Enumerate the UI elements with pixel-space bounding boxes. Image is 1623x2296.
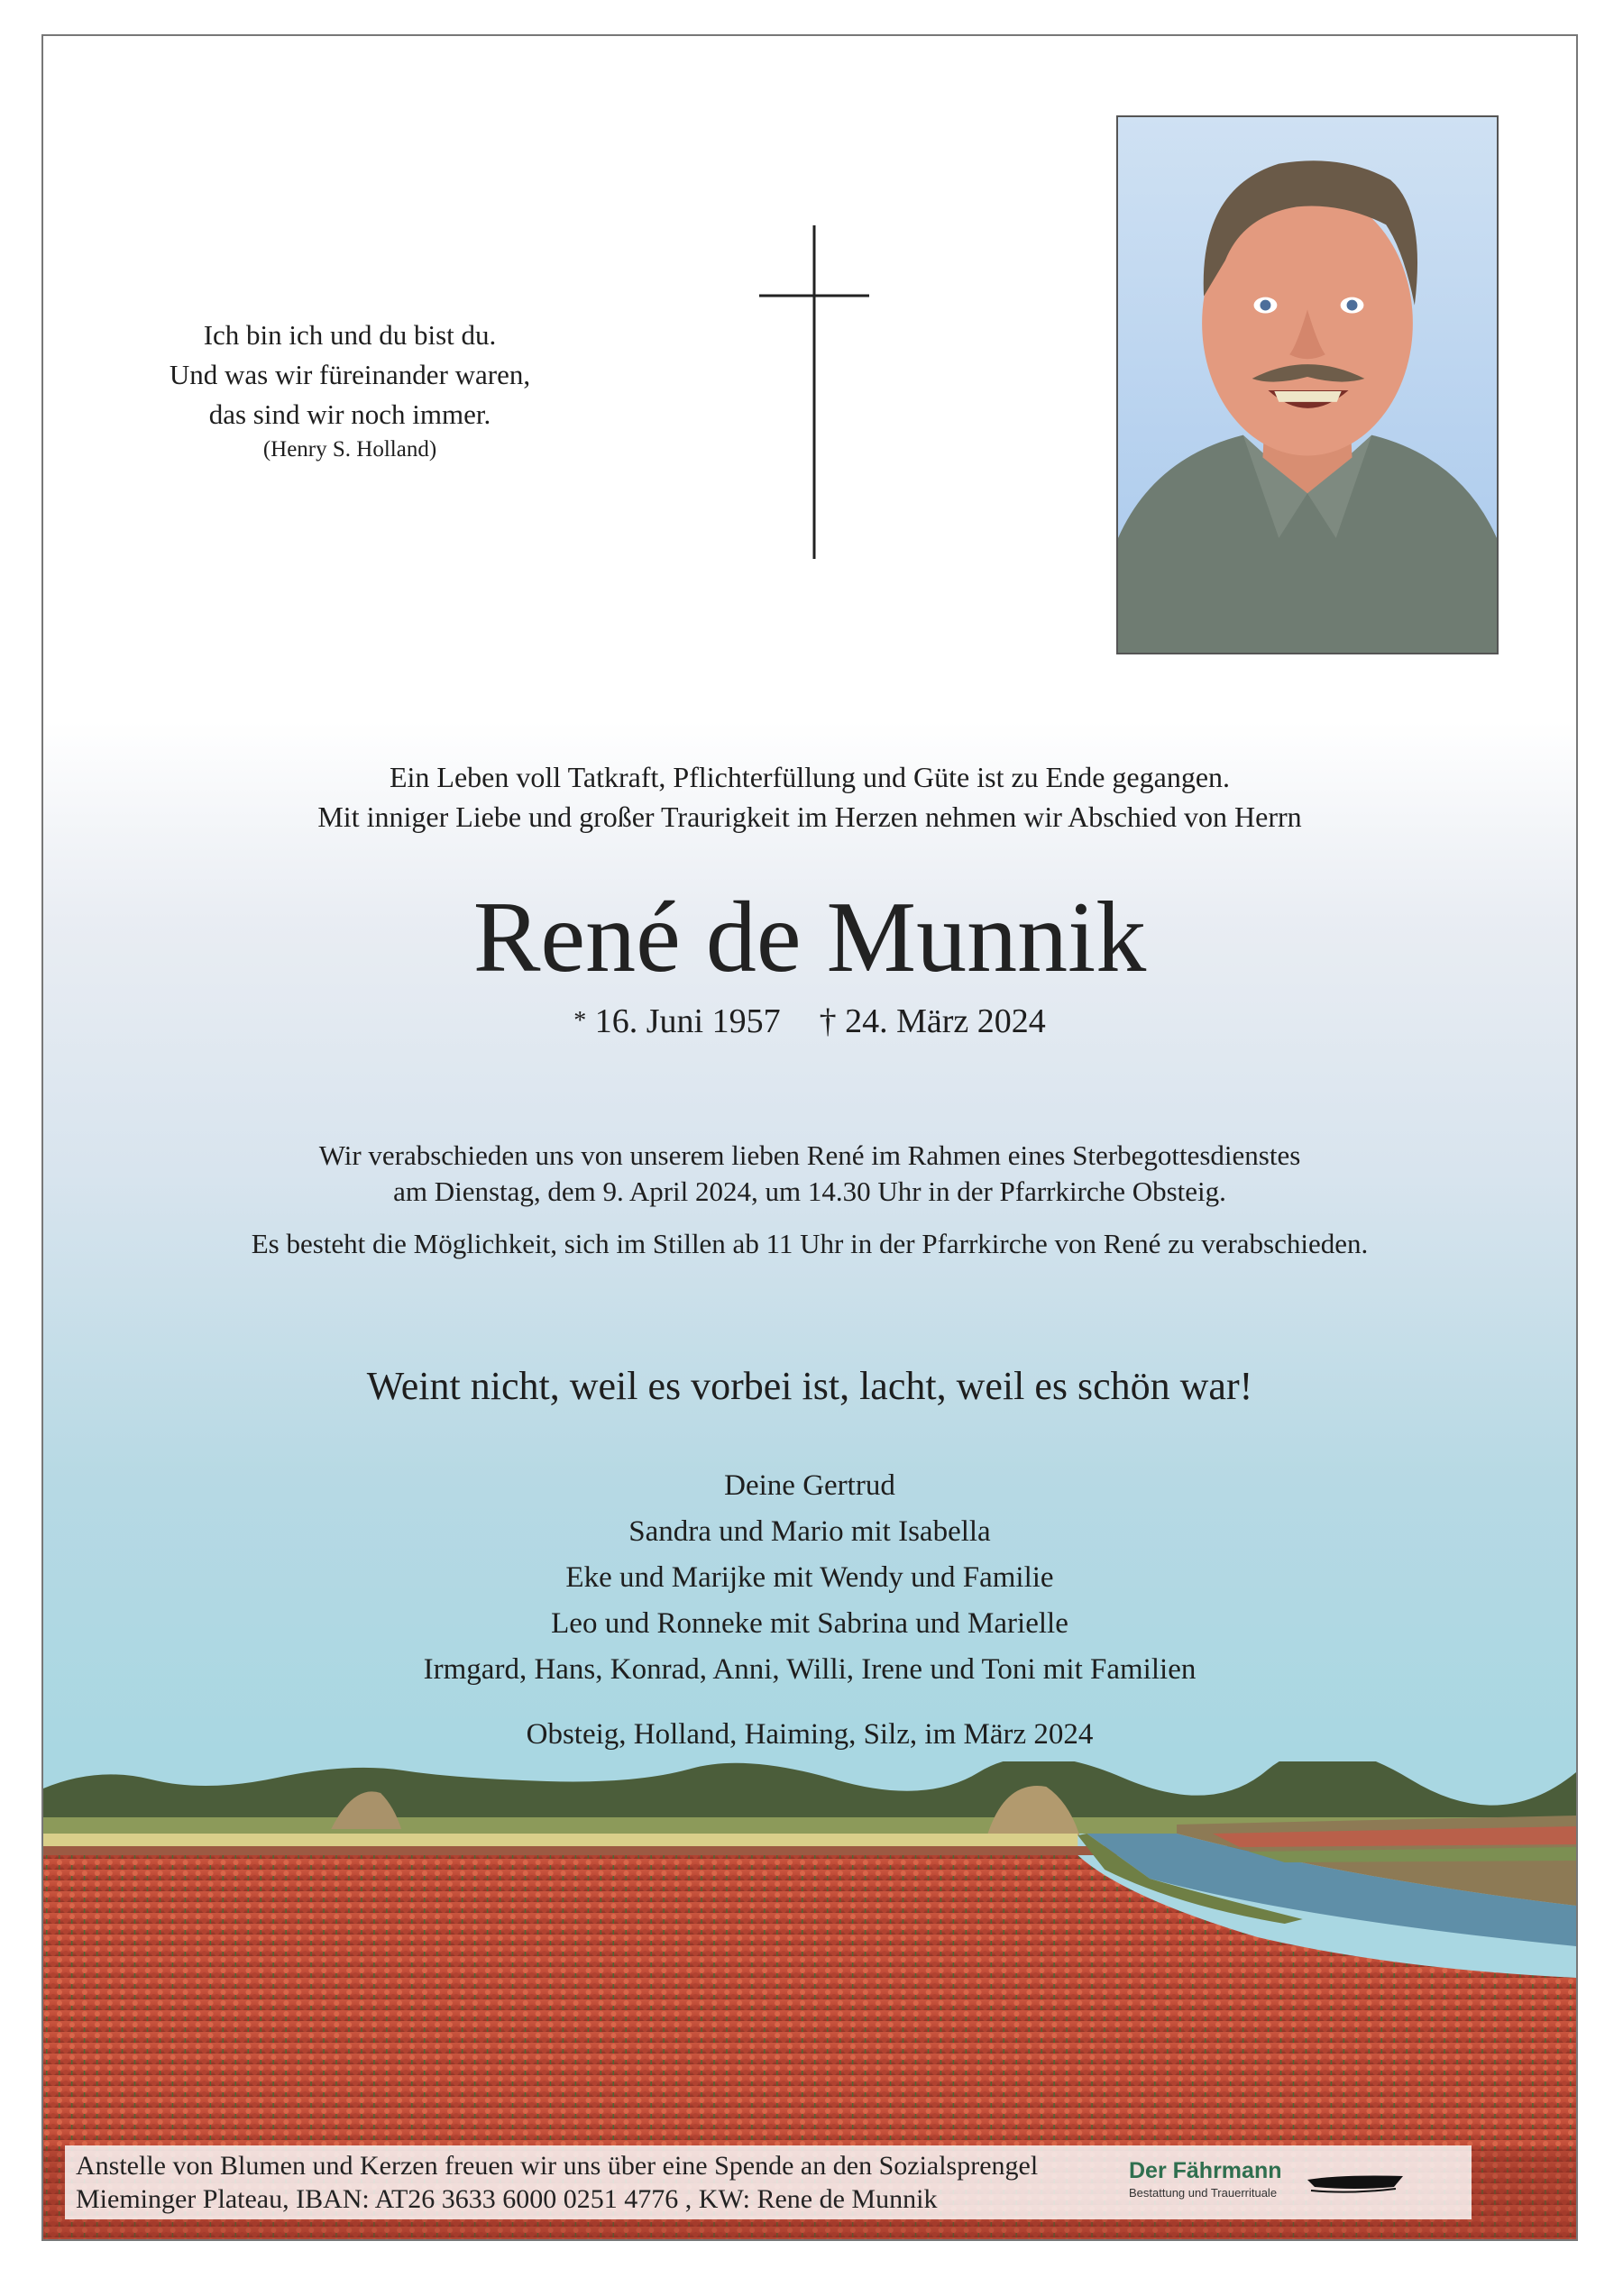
mourner-line: Leo und Ronneke mit Sabrina und Marielle <box>551 1607 1068 1640</box>
service-info <box>43 1138 1576 1262</box>
mourner-line: Deine Gertrud <box>724 1469 895 1502</box>
birth-date: 16. Juni 1957 <box>594 1002 781 1040</box>
quote-line-3: das sind wir noch immer. <box>208 398 491 430</box>
mourner-line: Sandra und Mario mit Isabella <box>628 1515 991 1548</box>
mourners-list <box>43 1463 1576 1693</box>
quote-line-1: Ich bin ich und du bist du. <box>203 319 497 351</box>
death-symbol: † <box>819 1002 837 1040</box>
intro-line-2: Mit inniger Liebe und großer Traurigkeit im Herzen nehmen wir Abschied von Herrn <box>317 800 1302 833</box>
donation-box <box>65 2145 1472 2219</box>
donation-line-1: Anstelle von Blumen und Kerzen freuen wir uns über eine Spende an den Sozialsprengel <box>76 2151 1039 2181</box>
service-line-2: am Dienstag, dem 9. April 2024, um 14.30 Uhr in der Pfarrkirche Obsteig. <box>393 1175 1226 1207</box>
funeral-home-logo <box>1129 2158 1426 2212</box>
boat-icon <box>1306 2167 1405 2198</box>
mourner-line: Eke und Marijke mit Wendy und Familie <box>565 1561 1054 1594</box>
deceased-name: René de Munnik <box>472 882 1147 993</box>
motto: Weint nicht, weil es vorbei ist, lacht, weil es schön war! <box>366 1364 1253 1408</box>
life-dates <box>43 999 1576 1044</box>
obituary-card <box>41 34 1578 2241</box>
cross-icon <box>756 225 873 559</box>
service-line-1: Wir verabschieden uns von unserem lieben René im Rahmen eines Sterbegottesdienstes <box>318 1139 1301 1171</box>
portrait-photo <box>1116 115 1499 654</box>
donation-line-2: Mieminger Plateau, IBAN: AT26 3633 6000 0251 4776 , KW: Rene de Munnik <box>76 2184 938 2214</box>
service-line-3: Es besteht die Möglichkeit, sich im Stillen ab 11 Uhr in der Pfarrkirche von René zu verabschieden. <box>251 1228 1369 1259</box>
quote-author: (Henry S. Holland) <box>262 437 437 462</box>
quote-line-2: Und was wir füreinander waren, <box>169 359 531 390</box>
intro-line-1: Ein Leben voll Tatkraft, Pflichterfüllung und Güte ist zu Ende gegangen. <box>389 761 1231 793</box>
birth-symbol: * <box>573 1007 587 1035</box>
death-date: 24. März 2024 <box>845 1002 1046 1040</box>
funeral-home-tagline: Bestattung und Trauerrituale <box>1129 2186 1278 2200</box>
funeral-home-name: Der Fährmann <box>1129 2158 1282 2183</box>
mourner-line: Irmgard, Hans, Konrad, Anni, Willi, Irene und Toni mit Familien <box>423 1653 1197 1686</box>
place-date: Obsteig, Holland, Haiming, Silz, im März 2024 <box>526 1718 1094 1751</box>
poem-quote <box>133 316 566 465</box>
intro-text <box>43 757 1576 837</box>
